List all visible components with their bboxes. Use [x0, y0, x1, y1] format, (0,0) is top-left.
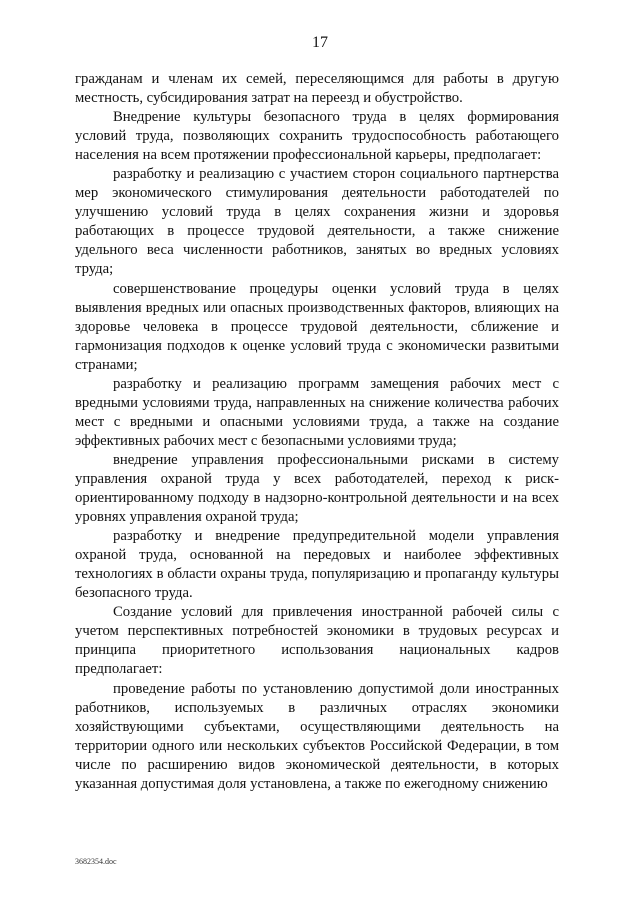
paragraph-working-conditions-assessment: совершенствование процедуры оценки условий труда в целях выявления вредных или опасных производственных факторов, влияющих на здоровье человека в процессе трудовой деятельности, сближение и гармонизация подходов к оценке условий труда с экономически развитыми странами; — [75, 280, 559, 373]
paragraph-foreign-worker-quota: проведение работы по установлению допустимой доли иностранных работников, используемых в различных отраслях экономики хозяйствующими субъектами, осуществляющими деятельность на территории одного или нескольких субъектов Российской Федерации, в том числе по расширению видов экономической деятельности, в которых указанная допустимая доля установлена, а также по ежегодному снижению — [75, 680, 559, 792]
paragraph-occupational-risk-management: внедрение управления профессиональными рисками в систему управления охраной труда у всех работодателей, переход к риск-ориентированному подходу в надзорно-контрольной деятельности и на всех уровнях управления охраной труда; — [75, 451, 559, 526]
paragraph-foreign-labor-intro: Создание условий для привлечения иностранной рабочей силы с учетом перспективных потребностей экономики в трудовых ресурсах и принципа приоритетного использования национальных кадров предполагает: — [75, 604, 559, 678]
document-body — [75, 70, 559, 794]
paragraph-workplace-replacement-programs: разработку и реализацию программ замещения рабочих мест с вредными условиями труда, направленных на снижение количества рабочих мест с вредными и опасными условиями труда, а также на создание эффективных рабочих мест с безопасными условиями труда; — [75, 375, 559, 449]
paragraph-economic-incentives: разработку и реализацию с участием сторон социального партнерства мер экономического стимулирования деятельности работодателей по улучшению условий труда в целях сохранения жизни и здоровья работающих в процессе трудовой деятельности, а также снижение удельного веса численности работников, занятых во вредных условиях труда; — [75, 166, 559, 278]
document-file-code: 3682354.doc — [75, 857, 117, 866]
paragraph-preventive-model: разработку и внедрение предупредительной модели управления охраной труда, основанной на передовых и наиболее эффективных технологиях в области охраны труда, популяризацию и пропаганду культуры безопасного труда. — [75, 528, 559, 602]
page-number: 17 — [312, 34, 328, 51]
paragraph-continuation: гражданам и членам их семей, переселяющимся для работы в другую местность, субсидирования затрат на переезд и обустройство. — [75, 71, 559, 107]
paragraph-safe-work-culture-intro: Внедрение культуры безопасного труда в целях формирования условий труда, позволяющих сохранить трудоспособность работающего населения на всем протяжении профессиональной карьеры, предполагает: — [75, 109, 559, 164]
